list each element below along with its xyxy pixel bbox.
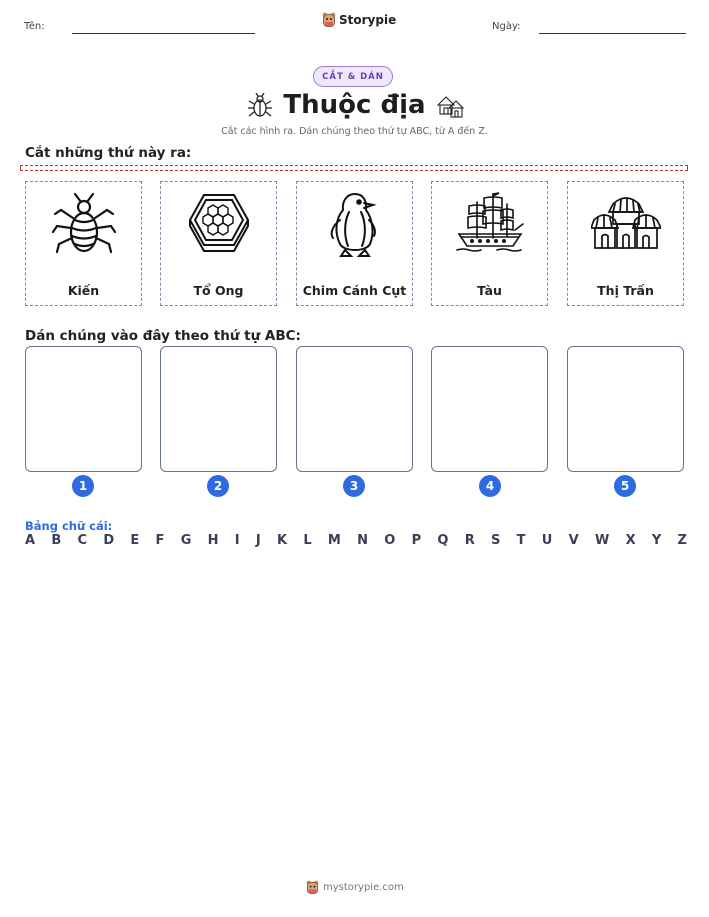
alphabet-letter: W	[594, 533, 610, 548]
date-label: Ngày:	[492, 21, 521, 32]
alphabet-title: Bảng chữ cái:	[25, 519, 113, 533]
alphabet-letter: H	[207, 533, 219, 548]
alphabet-letter: R	[464, 533, 475, 548]
number-badge-5: 5	[614, 475, 636, 497]
brand-logo	[322, 12, 396, 28]
paste-box-1[interactable]	[25, 346, 142, 472]
paste-box-3[interactable]	[296, 346, 413, 472]
alphabet-letter: P	[411, 533, 422, 548]
alphabet-letter: N	[357, 533, 369, 548]
footer-url: mystorypie.com	[323, 882, 404, 893]
card-label: Kiến	[67, 283, 100, 298]
number-badge-4: 4	[479, 475, 501, 497]
alphabet-letter: Q	[437, 533, 449, 548]
number-badge-2: 2	[207, 475, 229, 497]
alphabet-letter: C	[77, 533, 88, 548]
alphabet-letter: D	[103, 533, 115, 548]
alphabet-row	[25, 533, 687, 548]
alphabet-letter: X	[625, 533, 636, 548]
card-label: Tổ Ong	[193, 283, 244, 298]
name-label: Tên:	[24, 21, 45, 32]
alphabet-letter: Z	[677, 533, 687, 548]
alphabet-letter: T	[516, 533, 526, 548]
paste-box-5[interactable]	[567, 346, 684, 472]
alphabet-letter: K	[277, 533, 288, 548]
cut-card-ship[interactable]	[431, 181, 548, 306]
name-line[interactable]	[72, 33, 255, 34]
page-title: Thuộc địa	[283, 90, 426, 120]
alphabet-letter: I	[234, 533, 240, 548]
date-line[interactable]	[539, 33, 686, 34]
honeycomb-icon	[184, 190, 254, 260]
paste-heading: Dán chúng vào đây theo thứ tự ABC:	[25, 328, 301, 344]
alphabet-letter: A	[25, 533, 36, 548]
brand-name: Storypie	[339, 13, 397, 27]
cut-card-penguin[interactable]	[296, 181, 413, 306]
cut-line	[20, 165, 688, 171]
activity-badge: CẮT & DÁN	[313, 66, 393, 87]
instructions: Cắt các hình ra. Dán chúng theo thứ tự ABC, từ A đến Z.	[221, 126, 488, 137]
penguin-icon	[320, 190, 390, 260]
paste-box-4[interactable]	[431, 346, 548, 472]
alphabet-letter: Y	[651, 533, 662, 548]
card-label: Thị Trấn	[597, 283, 654, 298]
alphabet-letter: O	[384, 533, 396, 548]
cut-card-ant[interactable]	[25, 181, 142, 306]
alphabet-letter: S	[491, 533, 501, 548]
cut-card-honeycomb[interactable]	[160, 181, 277, 306]
storypie-mascot-icon	[306, 880, 319, 895]
huts-icon	[591, 190, 661, 260]
storypie-mascot-icon	[322, 12, 336, 28]
alphabet-letter: G	[180, 533, 192, 548]
number-badge-3: 3	[343, 475, 365, 497]
cut-card-town[interactable]	[567, 181, 684, 306]
ant-icon	[49, 190, 119, 260]
card-label: Tàu	[477, 283, 502, 298]
huts-small-icon	[435, 94, 465, 120]
alphabet-letter: L	[303, 533, 312, 548]
cut-heading: Cắt những thứ này ra:	[25, 145, 192, 161]
card-label: Chim Cánh Cụt	[302, 283, 407, 298]
footer	[306, 880, 404, 895]
alphabet-letter: V	[568, 533, 579, 548]
alphabet-letter: J	[255, 533, 261, 548]
alphabet-letter: B	[51, 533, 62, 548]
number-badge-1: 1	[72, 475, 94, 497]
alphabet-letter: M	[327, 533, 341, 548]
ship-icon	[455, 190, 525, 260]
alphabet-letter: F	[155, 533, 165, 548]
alphabet-letter: E	[130, 533, 140, 548]
alphabet-letter: U	[541, 533, 553, 548]
paste-box-2[interactable]	[160, 346, 277, 472]
